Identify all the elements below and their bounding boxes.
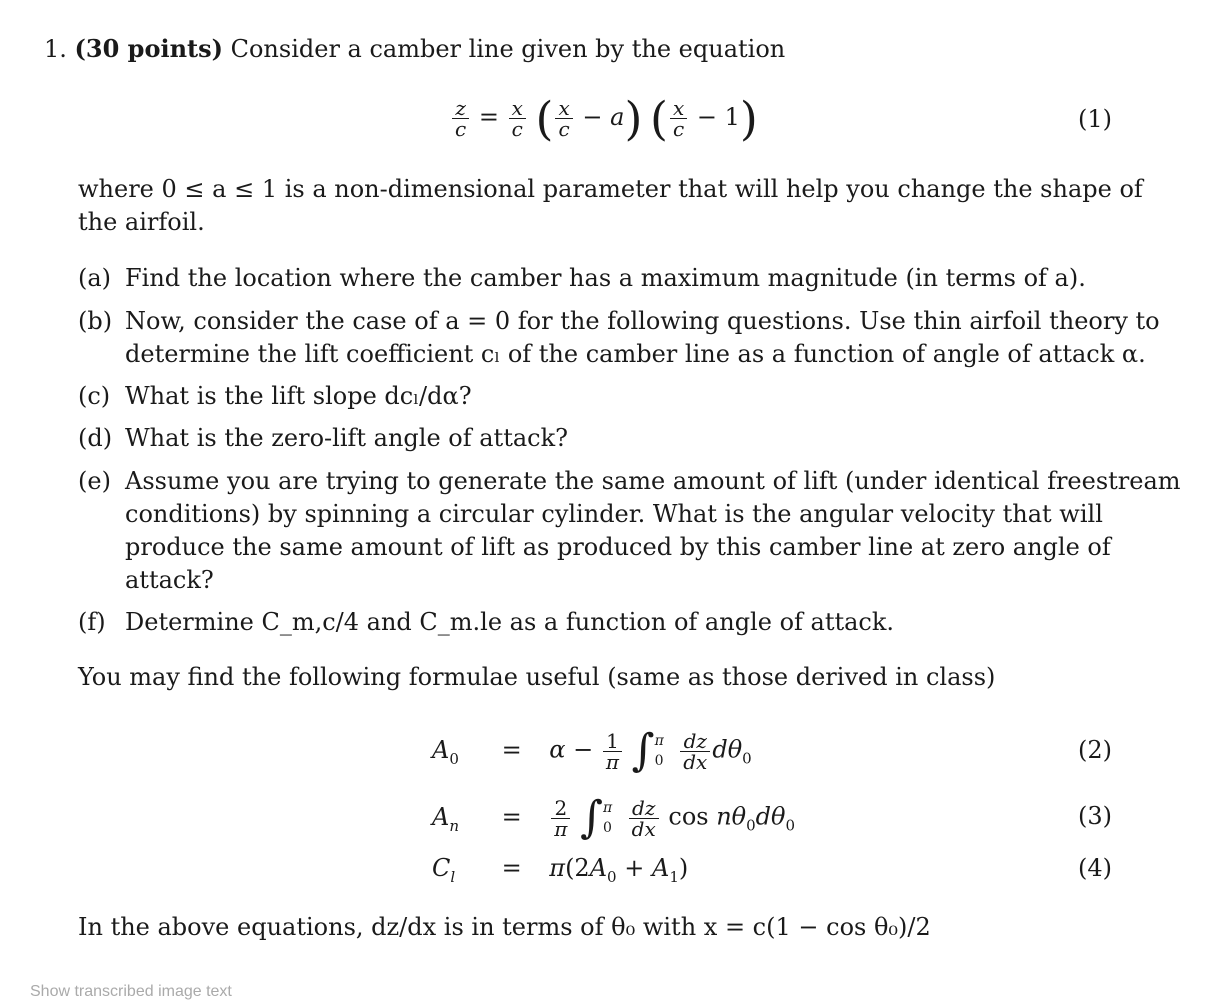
equation-2: $A_0 = \alpha$ − $\frac{1}{\pi}$ ∫ π 0 $\frac{dz}{dx}$ $d\theta_0$	[432, 725, 752, 776]
part-a-text: Find the location where the camber has a maximum magnitude (in terms of a).	[125, 264, 1086, 292]
where-line-1: where 0 ≤ a ≤ 1 is a non-dimensional parameter that will help you change the shape of	[78, 175, 1143, 203]
part-b-line-1: Now, consider the case of a = 0 for the following questions. Use thin airfoil theory to	[125, 307, 1160, 335]
part-c-text: What is the lift slope dcₗ/dα?	[125, 382, 472, 410]
problem-header	[44, 32, 785, 66]
part-e-line-1: Assume you are trying to generate the same amount of lift (under identical freestream	[125, 467, 1181, 495]
part-d-text: What is the zero-lift angle of attack?	[125, 424, 569, 452]
equation-4-number: (4)	[1078, 854, 1112, 882]
part-e-line-3: produce the same amount of lift as produced by this camber line at zero angle of	[125, 533, 1111, 561]
where-paragraph	[78, 173, 1143, 239]
equation-4: $C_l = \pi(2A_0 + A_1)$	[432, 854, 689, 886]
problem-intro: Consider a camber line given by the equation	[230, 35, 786, 63]
part-f-label: (f)	[78, 608, 106, 636]
part-c-label: (c)	[78, 382, 111, 410]
equation-1-number: (1)	[1078, 105, 1112, 133]
part-e-line-2: conditions) by spinning a circular cylinder. What is the angular velocity that will	[125, 500, 1103, 528]
part-e-line-4: attack?	[125, 566, 214, 594]
part-e-label: (e)	[78, 467, 111, 495]
part-f-text: Determine C_m,c/4 and C_m.le as a function of angle of attack.	[125, 608, 895, 636]
where-line-2: the airfoil.	[78, 208, 205, 236]
closing-line: In the above equations, dz/dx is in terms of θ₀ with x = c(1 − cos θ₀)/2	[78, 913, 931, 941]
problem-points: (30 points)	[74, 34, 223, 63]
equation-2-number: (2)	[1078, 736, 1112, 764]
equation-3-number: (3)	[1078, 802, 1112, 830]
equation-1: $\frac{z}{c}$ = $\frac{x}{c}$ ( $\frac{x}{c}$ − a) ( $\frac{x}{c}$ − 1)	[450, 98, 758, 139]
part-b-line-2: determine the lift coefficient cₗ of the camber line as a function of angle of attack α.	[125, 340, 1146, 368]
part-a-label: (a)	[78, 264, 112, 292]
problem-number: 1.	[44, 35, 67, 63]
show-transcribed-link[interactable]: Show transcribed image text	[30, 983, 232, 1000]
part-b-label: (b)	[78, 307, 113, 335]
formulae-intro: You may find the following formulae useful (same as those derived in class)	[78, 663, 996, 691]
part-d-label: (d)	[78, 424, 113, 452]
equation-3: $A_n$ = $\frac{2}{\pi}$ ∫ π 0 $\frac{dz}{dx}$ $\cos n\theta_0d\theta_0$	[432, 792, 796, 843]
